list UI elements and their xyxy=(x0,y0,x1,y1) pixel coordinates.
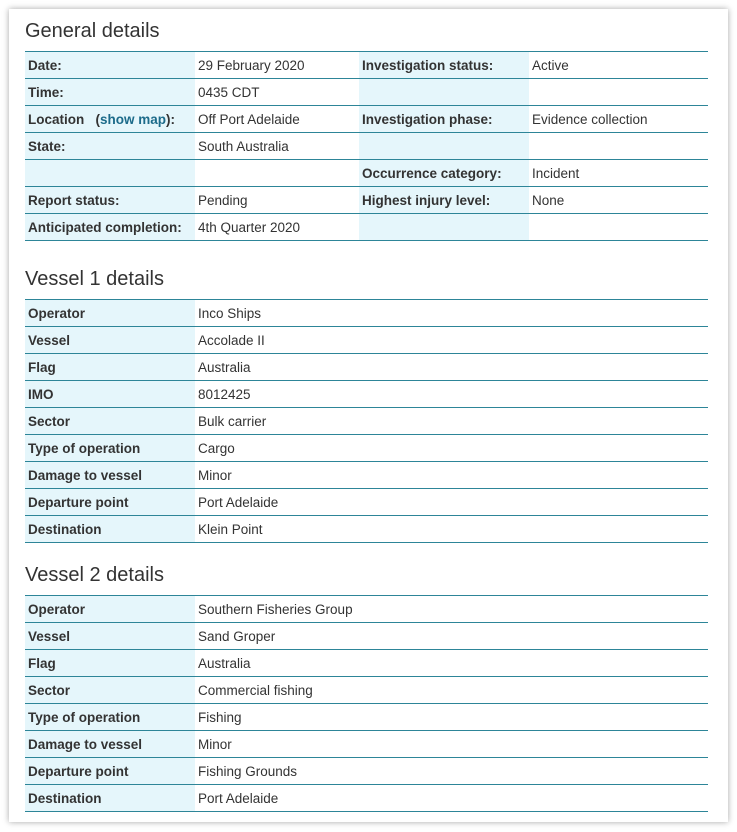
table-row xyxy=(25,187,708,214)
type-of-operation-value: Fishing xyxy=(195,704,708,731)
time-value: 0435 CDT xyxy=(195,79,359,106)
operator-value: Inco Ships xyxy=(195,300,708,327)
highest-injury-level-label: Highest injury level: xyxy=(359,187,529,214)
table-row xyxy=(25,160,708,187)
table-row xyxy=(25,408,708,435)
report-status-value: Pending xyxy=(195,187,359,214)
highest-injury-level-value: None xyxy=(529,187,708,214)
type-of-operation-label: Type of operation xyxy=(25,704,195,731)
investigation-status-value: Active xyxy=(529,52,708,79)
table-row xyxy=(25,650,708,677)
investigation-phase-value: Evidence collection xyxy=(529,106,708,133)
sector-label: Sector xyxy=(25,408,195,435)
vessel-1-details-table xyxy=(25,299,708,543)
state-value: South Australia xyxy=(195,133,359,160)
destination-value: Klein Point xyxy=(195,516,708,543)
departure-point-label: Departure point xyxy=(25,758,195,785)
general-details-title: General details xyxy=(25,20,160,42)
details-panel xyxy=(9,9,728,822)
table-row xyxy=(25,516,708,543)
location-value: Off Port Adelaide xyxy=(195,106,359,133)
flag-label: Flag xyxy=(25,650,195,677)
report-status-label: Report status: xyxy=(25,187,195,214)
date-value: 29 February 2020 xyxy=(195,52,359,79)
imo-label: IMO xyxy=(25,381,195,408)
vessel-2-details-title: Vessel 2 details xyxy=(25,564,164,586)
vessel-value: Sand Groper xyxy=(195,623,708,650)
departure-point-value: Fishing Grounds xyxy=(195,758,708,785)
sector-value: Bulk carrier xyxy=(195,408,708,435)
flag-value: Australia xyxy=(195,650,708,677)
table-row xyxy=(25,52,708,79)
table-row xyxy=(25,785,708,812)
operator-label: Operator xyxy=(25,596,195,623)
date-label: Date: xyxy=(25,52,195,79)
departure-point-value: Port Adelaide xyxy=(195,489,708,516)
empty-value-cell xyxy=(529,79,708,106)
imo-value: 8012425 xyxy=(195,381,708,408)
table-row xyxy=(25,133,708,160)
operator-label: Operator xyxy=(25,300,195,327)
sector-label: Sector xyxy=(25,677,195,704)
table-row xyxy=(25,381,708,408)
anticipated-completion-value: 4th Quarter 2020 xyxy=(195,214,359,241)
anticipated-completion-label: Anticipated completion: xyxy=(25,214,195,241)
empty-label-cell xyxy=(359,133,529,160)
sector-value: Commercial fishing xyxy=(195,677,708,704)
show-map-link[interactable]: show map xyxy=(100,111,167,127)
time-label: Time: xyxy=(25,79,195,106)
empty-value-cell xyxy=(529,214,708,241)
occurrence-category-label: Occurrence category: xyxy=(359,160,529,187)
empty-label-cell xyxy=(25,160,195,187)
empty-label-cell xyxy=(359,214,529,241)
empty-value-cell xyxy=(529,133,708,160)
location-label: Location xyxy=(28,111,85,127)
table-row xyxy=(25,354,708,381)
table-row xyxy=(25,704,708,731)
investigation-status-label: Investigation status: xyxy=(359,52,529,79)
flag-label: Flag xyxy=(25,354,195,381)
damage-to-vessel-label: Damage to vessel xyxy=(25,462,195,489)
damage-to-vessel-label: Damage to vessel xyxy=(25,731,195,758)
state-label: State: xyxy=(25,133,195,160)
damage-to-vessel-value: Minor xyxy=(195,462,708,489)
destination-value: Port Adelaide xyxy=(195,785,708,812)
table-row xyxy=(25,462,708,489)
table-row xyxy=(25,489,708,516)
table-row xyxy=(25,758,708,785)
destination-label: Destination xyxy=(25,785,195,812)
occurrence-category-value: Incident xyxy=(529,160,708,187)
destination-label: Destination xyxy=(25,516,195,543)
table-row xyxy=(25,106,708,133)
departure-point-label: Departure point xyxy=(25,489,195,516)
table-row xyxy=(25,435,708,462)
table-row xyxy=(25,731,708,758)
table-row xyxy=(25,214,708,241)
vessel-1-details-title: Vessel 1 details xyxy=(25,268,164,290)
table-row xyxy=(25,623,708,650)
table-row xyxy=(25,677,708,704)
vessel-label: Vessel xyxy=(25,327,195,354)
table-row xyxy=(25,327,708,354)
location-paren-close: ): xyxy=(166,111,176,127)
location-paren-open: ( xyxy=(95,111,101,127)
type-of-operation-value: Cargo xyxy=(195,435,708,462)
operator-value: Southern Fisheries Group xyxy=(195,596,708,623)
table-row xyxy=(25,596,708,623)
flag-value: Australia xyxy=(195,354,708,381)
table-row xyxy=(25,300,708,327)
empty-label-cell xyxy=(359,79,529,106)
type-of-operation-label: Type of operation xyxy=(25,435,195,462)
vessel-2-details-table xyxy=(25,595,708,812)
damage-to-vessel-value: Minor xyxy=(195,731,708,758)
general-details-table xyxy=(25,51,708,241)
investigation-phase-label: Investigation phase: xyxy=(359,106,529,133)
location-label-cell xyxy=(25,106,195,133)
vessel-value: Accolade II xyxy=(195,327,708,354)
empty-value-cell xyxy=(195,160,359,187)
table-row xyxy=(25,79,708,106)
vessel-label: Vessel xyxy=(25,623,195,650)
